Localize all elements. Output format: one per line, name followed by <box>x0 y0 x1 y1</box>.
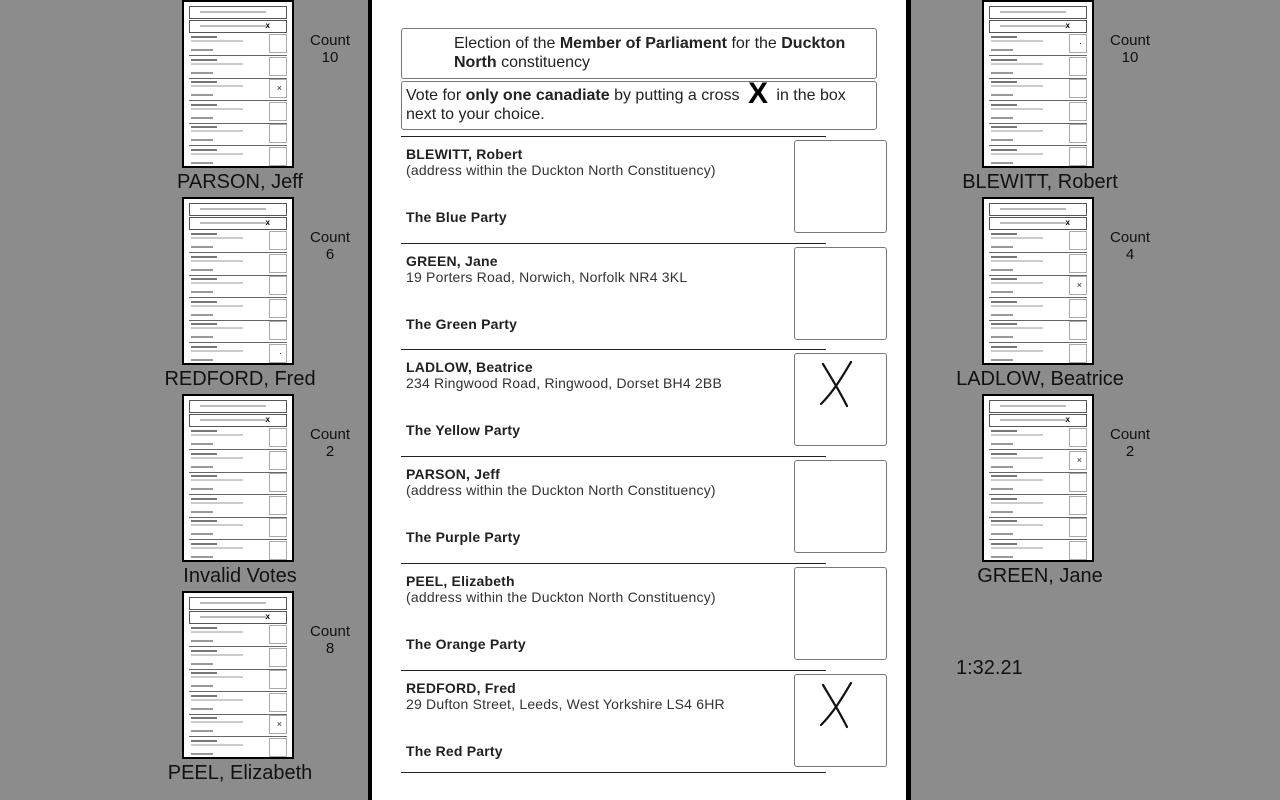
pile-ladlow[interactable] <box>956 197 1170 393</box>
pile-name: GREEN, Jane <box>977 565 1103 587</box>
instruction-text: by putting a cross <box>609 87 744 104</box>
thumbnail-row <box>989 517 1087 540</box>
cross-icon: x <box>1065 21 1070 30</box>
pile-invalid-votes[interactable] <box>170 394 370 590</box>
thumbnail-mark: × <box>276 83 282 93</box>
pile-thumbnail[interactable] <box>982 0 1094 168</box>
thumbnail-row <box>989 146 1087 169</box>
title-office: Member of Parliament <box>559 35 727 52</box>
cross-icon: x <box>1065 415 1070 424</box>
thumbnail-instructions <box>989 20 1087 33</box>
thumbnail-title <box>989 400 1087 413</box>
thumbnail-row <box>989 123 1087 146</box>
thumbnail-row <box>189 101 287 124</box>
thumbnail-title <box>189 597 287 610</box>
count-label: Count <box>309 426 351 443</box>
thumbnail-title <box>189 203 287 216</box>
thumbnail-row <box>989 427 1087 450</box>
cross-icon: x <box>1065 218 1070 227</box>
thumbnail-row <box>189 495 287 518</box>
count-value: 6 <box>325 246 335 263</box>
vote-box[interactable] <box>794 247 887 340</box>
title-text: for the <box>727 35 782 52</box>
thumbnail-row <box>189 624 287 647</box>
thumbnail-instructions <box>989 414 1087 427</box>
thumbnail-title <box>989 203 1087 216</box>
thumbnail-row <box>989 78 1087 101</box>
thumbnail-row <box>189 146 287 169</box>
vote-box[interactable] <box>794 353 887 446</box>
thumbnail-row <box>189 123 287 146</box>
thumbnail-row <box>989 320 1087 343</box>
thumbnail-row <box>989 56 1087 79</box>
pile-thumbnail[interactable] <box>182 394 294 562</box>
count-label: Count <box>1109 32 1151 49</box>
thumbnail-title <box>189 400 287 413</box>
thumbnail-row <box>989 343 1087 366</box>
candidate-address: 234 Ringwood Road, Ringwood, Dorset BH4 2BB <box>406 375 722 391</box>
thumbnail-instructions <box>189 414 287 427</box>
thumbnail-row <box>189 275 287 298</box>
thumbnail-row <box>189 320 287 343</box>
candidate-name: REDFORD, Fred <box>406 680 516 696</box>
thumbnail-title <box>989 6 1087 19</box>
pile-name: PARSON, Jeff <box>177 171 303 193</box>
cross-icon: x <box>265 415 270 424</box>
thumbnail-row <box>189 343 287 366</box>
title-constituency: Duckton North <box>454 35 846 71</box>
cross-icon: X <box>747 77 768 110</box>
thumbnail-row <box>189 56 287 79</box>
pile-blewitt[interactable] <box>962 0 1170 196</box>
candidate-address: (address within the Duckton North Constituency) <box>406 589 716 605</box>
candidate-row <box>401 243 826 350</box>
thumbnail-row <box>189 450 287 473</box>
vote-box[interactable] <box>794 140 887 233</box>
candidate-party: The Orange Party <box>406 636 526 652</box>
pile-thumbnail[interactable] <box>982 394 1094 562</box>
right-divider <box>906 0 911 800</box>
timer: 1:32.21 <box>956 657 1023 679</box>
thumbnail-row <box>189 33 287 56</box>
candidate-name: LADLOW, Beatrice <box>406 359 533 375</box>
thumbnail-row <box>989 275 1087 298</box>
candidate-address: (address within the Duckton North Constituency) <box>406 162 716 178</box>
candidate-party: The Green Party <box>406 316 518 332</box>
candidate-address: (address within the Duckton North Constituency) <box>406 482 716 498</box>
thumbnail-row <box>189 692 287 715</box>
pile-thumbnail[interactable] <box>982 197 1094 365</box>
thumbnail-row <box>189 669 287 692</box>
thumbnail-mark: × <box>1076 280 1082 290</box>
cross-icon: x <box>265 612 270 621</box>
candidate-row <box>401 670 826 777</box>
cross-icon: x <box>265 218 270 227</box>
title-text: Election of the <box>454 35 560 52</box>
thumbnail-mark: · <box>279 347 282 358</box>
candidate-name: GREEN, Jane <box>406 253 498 269</box>
vote-box[interactable] <box>794 460 887 553</box>
thumbnail-row <box>989 472 1087 495</box>
thumbnail-row <box>189 472 287 495</box>
candidate-row <box>401 456 826 563</box>
count-value: 10 <box>321 49 339 66</box>
pile-peel[interactable] <box>167 591 370 787</box>
cross-mark-icon <box>817 360 861 410</box>
pile-thumbnail[interactable] <box>182 591 294 759</box>
thumbnail-instructions <box>189 20 287 33</box>
thumbnail-title <box>189 6 287 19</box>
candidate-name: PARSON, Jeff <box>406 466 500 482</box>
candidate-party: The Blue Party <box>406 209 507 225</box>
pile-thumbnail[interactable] <box>182 197 294 365</box>
pile-name: Invalid Votes <box>183 565 297 587</box>
instruction-text: Vote for <box>406 87 466 104</box>
candidate-party: The Yellow Party <box>406 422 521 438</box>
thumbnail-row <box>989 253 1087 276</box>
bottom-rule <box>401 772 826 773</box>
count-label: Count <box>309 623 351 640</box>
count-label: Count <box>1109 426 1151 443</box>
thumbnail-row <box>989 33 1087 56</box>
thumbnail-row <box>989 450 1087 473</box>
thumbnail-mark: × <box>276 719 282 729</box>
pile-name: BLEWITT, Robert <box>962 171 1118 193</box>
thumbnail-instructions <box>189 611 287 624</box>
thumbnail-instructions <box>989 217 1087 230</box>
pile-name: PEEL, Elizabeth <box>167 762 313 784</box>
cross-mark-icon <box>817 681 861 731</box>
count-label: Count <box>1109 229 1151 246</box>
candidate-row <box>401 563 826 670</box>
count-value: 4 <box>1125 246 1135 263</box>
title-text: constituency <box>496 54 591 71</box>
candidate-name: BLEWITT, Robert <box>406 146 523 162</box>
candidate-row <box>401 136 826 243</box>
pile-green[interactable] <box>970 394 1170 590</box>
count-value: 8 <box>325 640 335 657</box>
instruction-text: in the box next to your choice. <box>406 87 846 123</box>
candidate-address: 29 Dufton Street, Leeds, West Yorkshire LS4 6HR <box>406 696 725 712</box>
thumbnail-row <box>989 540 1087 563</box>
pile-redford[interactable] <box>164 197 370 393</box>
cross-icon: x <box>265 21 270 30</box>
thumbnail-row <box>989 230 1087 253</box>
count-label: Count <box>309 229 351 246</box>
candidate-party: The Red Party <box>406 743 503 759</box>
count-value: 2 <box>325 443 335 460</box>
ballot-title <box>401 28 877 79</box>
thumbnail-row <box>189 714 287 737</box>
pile-parson[interactable] <box>170 0 370 196</box>
thumbnail-row <box>189 647 287 670</box>
thumbnail-mark: × <box>1076 454 1082 465</box>
thumbnail-row <box>989 298 1087 321</box>
ballot-instructions <box>401 77 877 130</box>
thumbnail-row <box>189 540 287 563</box>
candidate-row <box>401 349 826 456</box>
vote-box[interactable] <box>794 674 887 767</box>
thumbnail-row <box>989 101 1087 124</box>
count-value: 10 <box>1121 49 1139 66</box>
pile-name: LADLOW, Beatrice <box>956 368 1124 390</box>
pile-thumbnail[interactable] <box>182 0 294 168</box>
candidate-address: 19 Porters Road, Norwich, Norfolk NR4 3KL <box>406 269 688 285</box>
candidate-party: The Purple Party <box>406 529 521 545</box>
count-label: Count <box>309 32 351 49</box>
thumbnail-row <box>189 737 287 760</box>
thumbnail-instructions <box>189 217 287 230</box>
thumbnail-row <box>189 517 287 540</box>
ballot-paper <box>372 0 906 800</box>
pile-name: REDFORD, Fred <box>164 368 316 390</box>
thumbnail-row <box>189 78 287 101</box>
thumbnail-mark: · <box>1079 38 1082 48</box>
thumbnail-row <box>189 298 287 321</box>
thumbnail-row <box>189 427 287 450</box>
thumbnail-row <box>189 230 287 253</box>
count-value: 2 <box>1125 443 1135 460</box>
thumbnail-row <box>989 495 1087 518</box>
instruction-emphasis: only one canadiate <box>465 87 610 104</box>
candidate-name: PEEL, Elizabeth <box>406 573 515 589</box>
thumbnail-row <box>189 253 287 276</box>
vote-box[interactable] <box>794 567 887 660</box>
